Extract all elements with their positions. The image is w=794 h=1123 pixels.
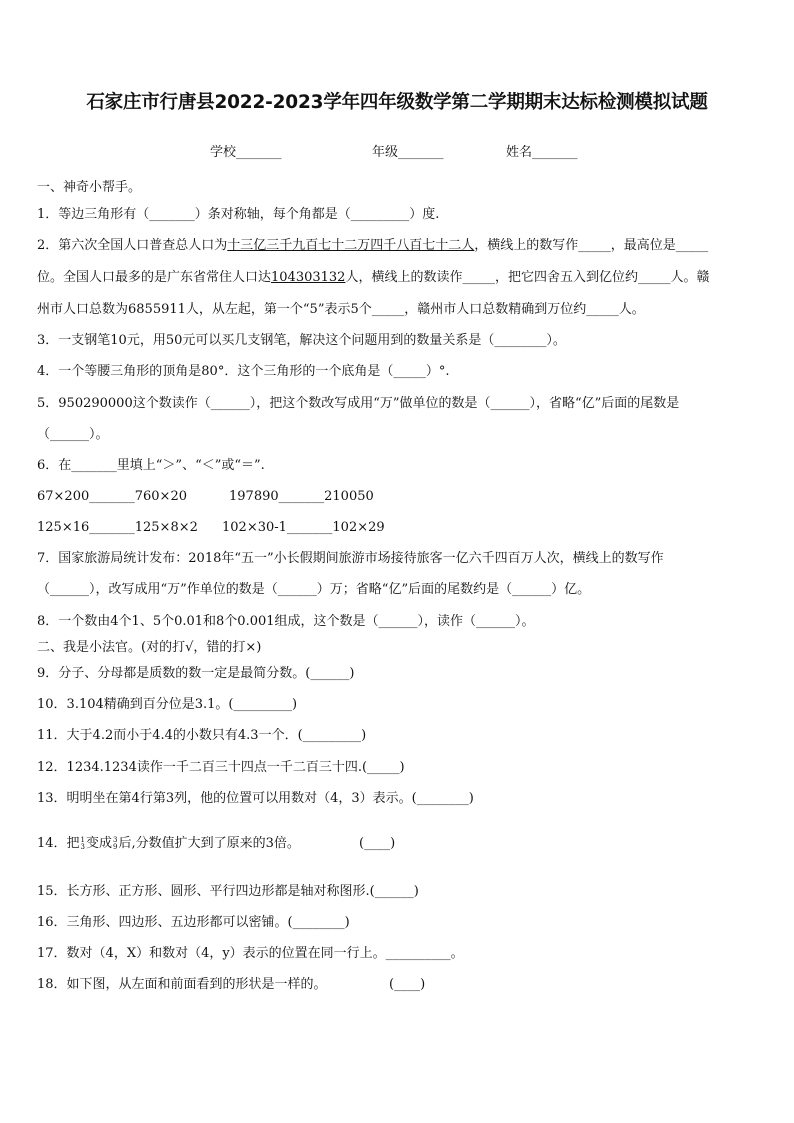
grade-field: 年级_______: [372, 145, 444, 160]
question-14: [37, 836, 760, 852]
q14-text-a: 14．把: [37, 836, 80, 851]
q14-fraction-2-denominator: 9: [113, 842, 118, 851]
school-field: 学校_______: [210, 145, 282, 160]
question-13: 13．明明坐在第4行第3列，他的位置可以用数对（4，3）表示。(________): [37, 791, 474, 806]
question-6-row-2: [37, 520, 760, 536]
question-2-line-2: [37, 270, 760, 286]
q2-line2-text-a: 位。全国人口最多的是广东省常住人口达: [37, 270, 272, 285]
question-2-line-3: 州市人口总数为6855911人，从左起，第一个“5”表示5个_____，赣州市人口总数精确到万位约_____人。: [37, 302, 645, 317]
section-heading-1: 一、神奇小帮手。: [37, 180, 142, 195]
q14-fraction-1: [81, 837, 85, 851]
q14-fraction-2: [113, 837, 117, 851]
q6-item-4: 102×30-1_______102×29: [222, 520, 385, 535]
question-11: 11．大于4.2而小于4.4的小数只有4.3一个．(_________): [37, 728, 367, 743]
question-9: 9．分子、分母都是质数的数一定是最简分数。(______): [37, 666, 355, 681]
q2-underlined-number: 十三亿三千九百七十二万四千八百七十二人: [227, 238, 475, 253]
question-4: 4．一个等腰三角形的顶角是80°．这个三角形的一个底角是（_____）°.: [37, 364, 450, 379]
q14-fraction-1-numerator: 1: [80, 835, 86, 844]
q14-fraction-1-denominator: 3: [80, 842, 86, 851]
q14-answer-blank: (____): [359, 836, 396, 851]
name-field: 姓名_______: [506, 145, 578, 160]
q14-text-b: 变成: [86, 836, 113, 851]
question-3: 3．一支钢笔10元，用50元可以买几支钢笔，解决这个问题用到的数量关系是（________）。: [37, 333, 566, 348]
q14-text-c: 后,分数值扩大到了原来的3倍。: [118, 836, 300, 851]
question-12: 12．1234.1234读作一千二百三十四点一千二百三十四.(_____): [37, 760, 405, 775]
question-1: 1．等边三角形有（_______）条对称轴，每个角都是（_________）度.: [37, 207, 440, 222]
question-7: 7．国家旅游局统计发布：2018年“五一”小长假期间旅游市场接待旅客一亿六千四百万人次，横线上的数写作: [37, 551, 664, 566]
q2-text-c: ，横线上的数写作_____，最高位是_____: [474, 238, 709, 253]
question-10: 10．3.104精确到百分位是3.1。(_________): [37, 697, 298, 712]
question-17: 17．数对（4，X）和数对（4，y）表示的位置在同一行上。__________。: [37, 946, 464, 961]
section-heading-2: 二、我是小法官。(对的打√，错的打×): [37, 640, 262, 655]
question-5: 5．950290000这个数读作（______），把这个数改写成用“万”做单位的数是（______），省略“亿”后面的尾数是: [37, 396, 680, 411]
q2-line2-text-c: 人，横线上的数读作_____，把它四舍五入到亿位约_____人。赣: [345, 270, 710, 285]
question-6-row-1: [37, 489, 760, 505]
q18-answer-blank: (____): [389, 977, 426, 992]
page-title: 石家庄市行唐县2022-2023学年四年级数学第二学期期末达标检测模拟试题: [86, 92, 708, 113]
q6-item-3: 125×16_______125×8×2: [37, 520, 198, 535]
question-18: [37, 977, 760, 993]
question-7-line-2: （______），改写成用“万”作单位的数是（______）万；省略“亿”后面的尾数约是（______）亿。: [37, 582, 591, 597]
question-16: 16．三角形、四边形、五边形都可以密铺。(________): [37, 915, 350, 930]
q6-item-1: 67×200_______760×20: [37, 489, 187, 504]
q18-text: 18．如下图，从左面和前面看到的形状是一样的。: [37, 977, 327, 992]
q6-item-2: 197890_______210050: [229, 489, 374, 504]
q2-text-a: 2．第六次全国人口普查总人口为: [37, 238, 228, 253]
question-8: 8．一个数由4个1、5个0.01和8个0.001组成，这个数是（______），读作（______）。: [37, 614, 535, 629]
q2-line2-underlined-number: 104303132: [271, 270, 346, 285]
question-2: [37, 238, 760, 254]
q14-fraction-2-numerator: 3: [113, 835, 118, 844]
question-5-line-2: （______）。: [37, 427, 109, 442]
question-15: 15．长方形、正方形、圆形、平行四边形都是轴对称图形.(______): [37, 884, 419, 899]
question-6: 6．在_______里填上“＞”、“＜”或“＝”.: [37, 458, 265, 473]
